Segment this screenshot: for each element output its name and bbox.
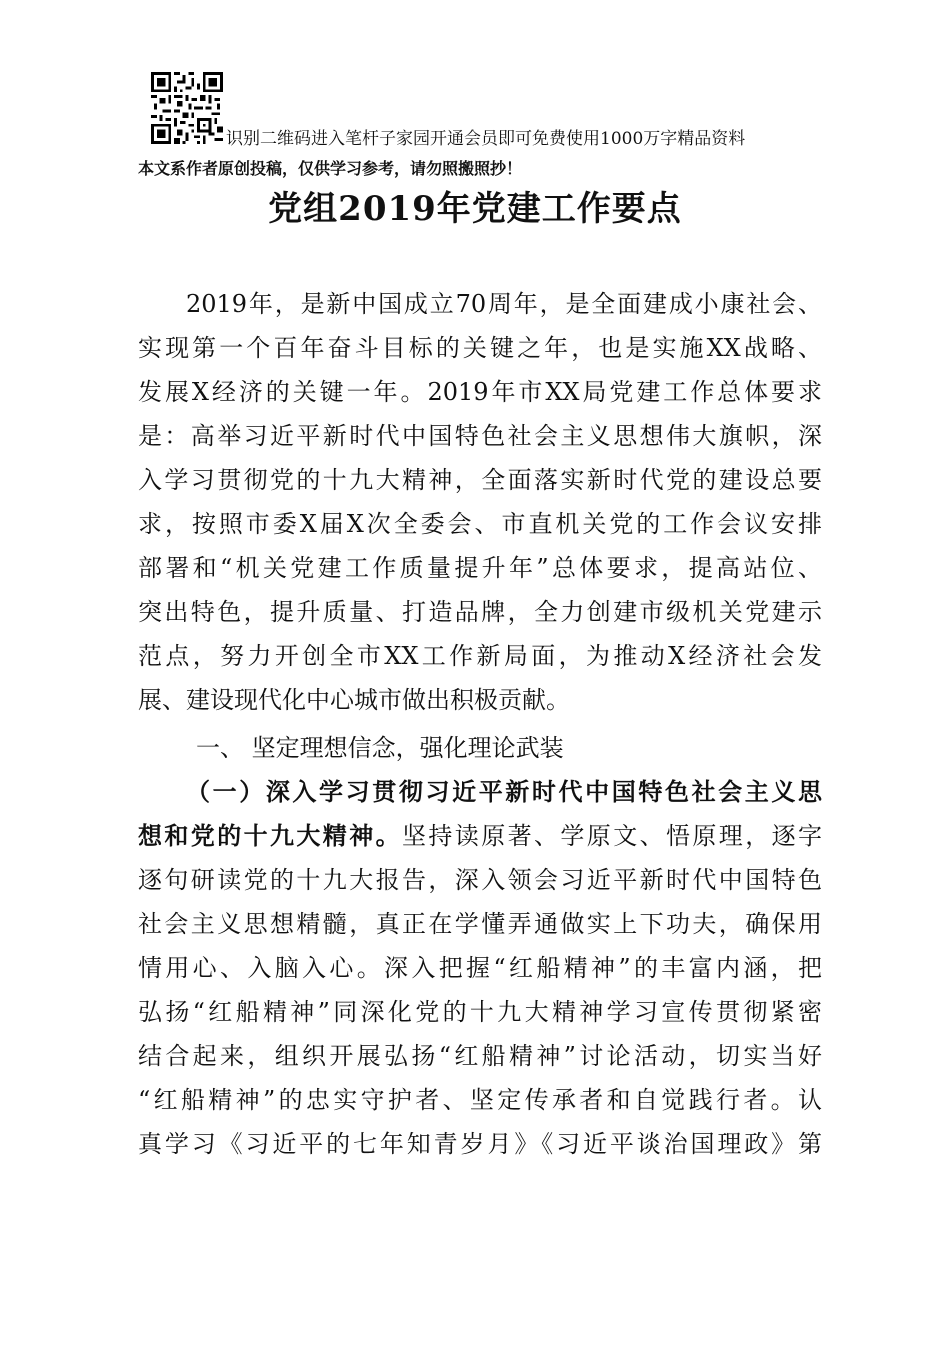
paragraph-line (138, 821, 822, 851)
section-heading: 一、 坚定理想信念，强化理论武装 (196, 734, 564, 762)
paragraph-line: “红船精神”的忠实守护者、坚定传承者和自觉践行者。认 (138, 1086, 822, 1114)
subsection-heading-end: 想和党的十九大精神。 (138, 821, 402, 850)
document-title: 党组2019年党建工作要点 (268, 189, 682, 229)
subsection-heading-line: （一）深入学习贯彻习近平新时代中国特色社会主义思 (186, 777, 822, 806)
paragraph-line: 情用心、入脑入心。深入把握“红船精神”的丰富内涵，把 (138, 954, 822, 982)
paragraph-text: 坚持读原著、学原文、悟原理，逐字 (402, 822, 822, 850)
paragraph-line: 2019年，是新中国成立70周年，是全面建成小康社会、 (186, 290, 822, 318)
paragraph-line: 是：高举习近平新时代中国特色社会主义思想伟大旗帜，深 (138, 422, 822, 450)
paragraph-line: 逐句研读党的十九大报告，深入领会习近平新时代中国特色 (138, 866, 822, 894)
paragraph-line: 部署和“机关党建工作质量提升年”总体要求，提高站位、 (138, 554, 822, 582)
paragraph-line: 结合起来，组织开展弘扬“红船精神”讨论活动，切实当好 (138, 1042, 822, 1070)
paragraph-line: 突出特色，提升质量、打造品牌，全力创建市级机关党建示 (138, 598, 822, 626)
paragraph-line: 求，按照市委X届X次全委会、市直机关党的工作会议安排 (138, 510, 822, 538)
qr-code-icon[interactable] (151, 72, 223, 144)
paragraph-line: 展、建设现代化中心城市做出积极贡献。 (138, 686, 570, 714)
paragraph-line: 真学习《习近平的七年知青岁月》《习近平谈治国理政》第 (138, 1130, 822, 1158)
paragraph-line: 弘扬“红船精神”同深化党的十九大精神学习宣传贯彻紧密 (138, 998, 822, 1026)
paragraph-line: 范点，努力开创全市XX工作新局面，为推动X经济社会发 (138, 642, 822, 670)
paragraph-line: 社会主义思想精髓，真正在学懂弄通做实上下功夫，确保用 (138, 910, 822, 938)
paragraph-line: 实现第一个百年奋斗目标的关键之年，也是实施XX战略、 (138, 334, 822, 362)
paragraph-line: 发展X经济的关键一年。2019年市XX局党建工作总体要求 (138, 378, 822, 406)
promo-text: 识别二维码进入笔杆子家园开通会员即可免费使用1000万字精品资料 (226, 129, 746, 149)
copyright-notice: 本文系作者原创投稿，仅供学习参考，请勿照搬照抄！ (138, 159, 523, 178)
paragraph-line: 入学习贯彻党的十九大精神，全面落实新时代党的建设总要 (138, 466, 822, 494)
